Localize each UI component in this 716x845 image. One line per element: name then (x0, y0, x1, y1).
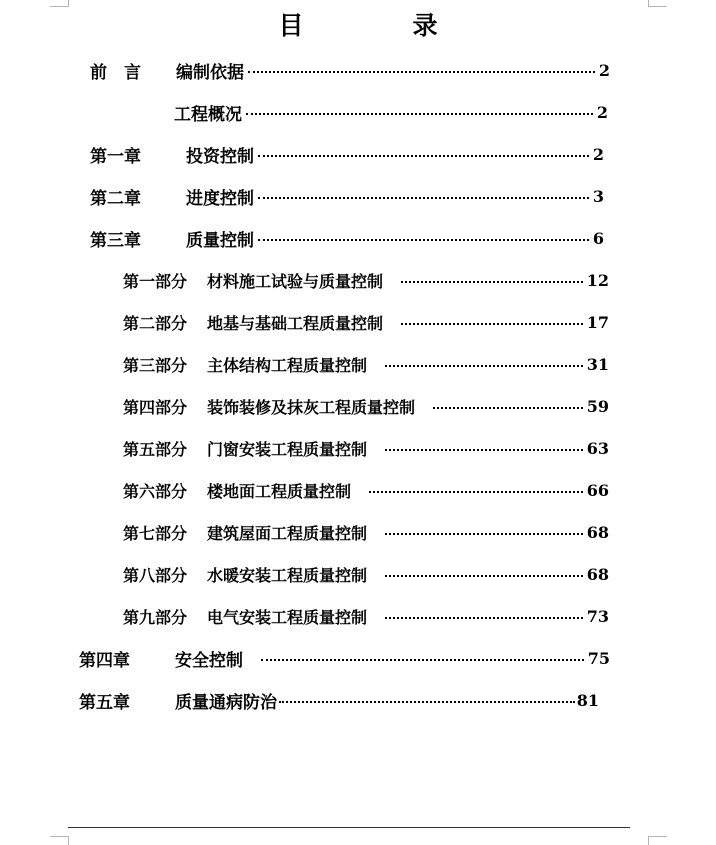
toc-leader-dots (258, 239, 589, 241)
toc-entry-page: 17 (586, 312, 609, 332)
toc-leader-dots (369, 491, 583, 493)
toc-entry-page: 73 (586, 606, 609, 626)
toc-entry-page: 81 (576, 690, 599, 710)
toc-entry-section: 第二部分 (123, 313, 188, 333)
toc-entry-title: 地基与基础工程质量控制 (207, 313, 384, 333)
toc-entry-page: 68 (586, 522, 609, 542)
toc-entry-title: 质量通病防治 (175, 692, 277, 713)
toc-entry[interactable] (123, 436, 609, 460)
toc-leader-dots (258, 155, 589, 157)
toc-entry-title: 主体结构工程质量控制 (207, 355, 368, 375)
toc-entry-section: 第六部分 (123, 481, 188, 501)
toc-entry-page: 59 (586, 396, 609, 416)
toc-entry-title: 编制依据 (176, 62, 244, 83)
toc-entry-section: 第九部分 (123, 607, 188, 627)
crop-mark-bottom-left (50, 836, 69, 845)
toc-entry[interactable] (123, 352, 609, 376)
toc-entry-section: 第七部分 (123, 523, 188, 543)
toc-leader-dots (385, 365, 583, 367)
toc-leader-dots (433, 407, 583, 409)
toc-entry[interactable] (90, 58, 610, 82)
toc-leader-dots (385, 449, 583, 451)
toc-entry[interactable] (79, 688, 599, 712)
toc-entry-title: 建筑屋面工程质量控制 (207, 523, 368, 543)
toc-entry-title: 电气安装工程质量控制 (207, 607, 368, 627)
toc-entry-section: 第三部分 (123, 355, 188, 375)
toc-entry-title: 工程概况 (174, 104, 242, 125)
toc-title: 目 录 (278, 11, 480, 40)
toc-entry[interactable] (174, 100, 608, 124)
toc-entry[interactable] (123, 478, 609, 502)
toc-entry[interactable] (90, 184, 604, 208)
toc-entry-page: 2 (592, 144, 604, 164)
toc-entry-page: 3 (592, 186, 604, 206)
toc-entry-title: 进度控制 (186, 188, 254, 209)
toc-entry-title: 安全控制 (175, 650, 243, 671)
toc-leader-dots (261, 659, 584, 661)
toc-entry-section: 第八部分 (123, 565, 188, 585)
toc-entry-page: 2 (598, 60, 610, 80)
toc-entry[interactable] (90, 226, 604, 250)
toc-leader-dots (258, 197, 589, 199)
toc-entry-title: 水暖安装工程质量控制 (207, 565, 368, 585)
toc-leader-dots (248, 71, 595, 73)
toc-entry-page: 31 (586, 354, 609, 374)
toc-entry-title: 装饰装修及抹灰工程质量控制 (207, 397, 416, 417)
toc-entry-chapter: 第五章 (79, 692, 130, 713)
toc-entry-chapter: 第一章 (90, 146, 141, 167)
toc-entry[interactable] (123, 562, 609, 586)
toc-entry-page: 6 (592, 228, 604, 248)
toc-entry-page: 63 (586, 438, 609, 458)
toc-leader-dots (401, 281, 583, 283)
toc-leader-dots (246, 113, 593, 115)
toc-entry-title: 楼地面工程质量控制 (207, 481, 352, 501)
toc-entry[interactable] (123, 310, 609, 334)
toc-entry-page: 75 (587, 648, 610, 668)
toc-entry-chapter: 第二章 (90, 188, 141, 209)
toc-entry-page: 68 (586, 564, 609, 584)
toc-leader-dots (401, 323, 583, 325)
toc-entry-section: 第一部分 (123, 271, 188, 291)
toc-entry-title: 投资控制 (186, 146, 254, 167)
toc-entry-title: 门窗安装工程质量控制 (207, 439, 368, 459)
toc-entry-chapter: 前 言 (90, 62, 141, 83)
toc-entry-page: 12 (586, 270, 609, 290)
toc-leader-dots (279, 701, 575, 703)
toc-leader-dots (385, 575, 583, 577)
toc-leader-dots (385, 617, 583, 619)
toc-entry-page: 66 (586, 480, 609, 500)
toc-entry[interactable] (123, 268, 609, 292)
toc-entry[interactable] (90, 142, 604, 166)
toc-entry-section: 第四部分 (123, 397, 188, 417)
toc-entry-title: 材料施工试验与质量控制 (207, 271, 384, 291)
toc-entry[interactable] (123, 394, 609, 418)
toc-entry-chapter: 第三章 (90, 230, 141, 251)
toc-entry-page: 2 (596, 102, 608, 122)
toc-entry[interactable] (123, 604, 609, 628)
toc-leader-dots (385, 533, 583, 535)
toc-entry-section: 第五部分 (123, 439, 188, 459)
toc-entry[interactable] (123, 520, 609, 544)
toc-entry-chapter: 第四章 (79, 650, 130, 671)
toc-entry[interactable] (79, 646, 610, 670)
crop-mark-bottom-right (648, 836, 667, 845)
toc-entry-title: 质量控制 (186, 230, 254, 251)
footer-rule (68, 827, 630, 828)
